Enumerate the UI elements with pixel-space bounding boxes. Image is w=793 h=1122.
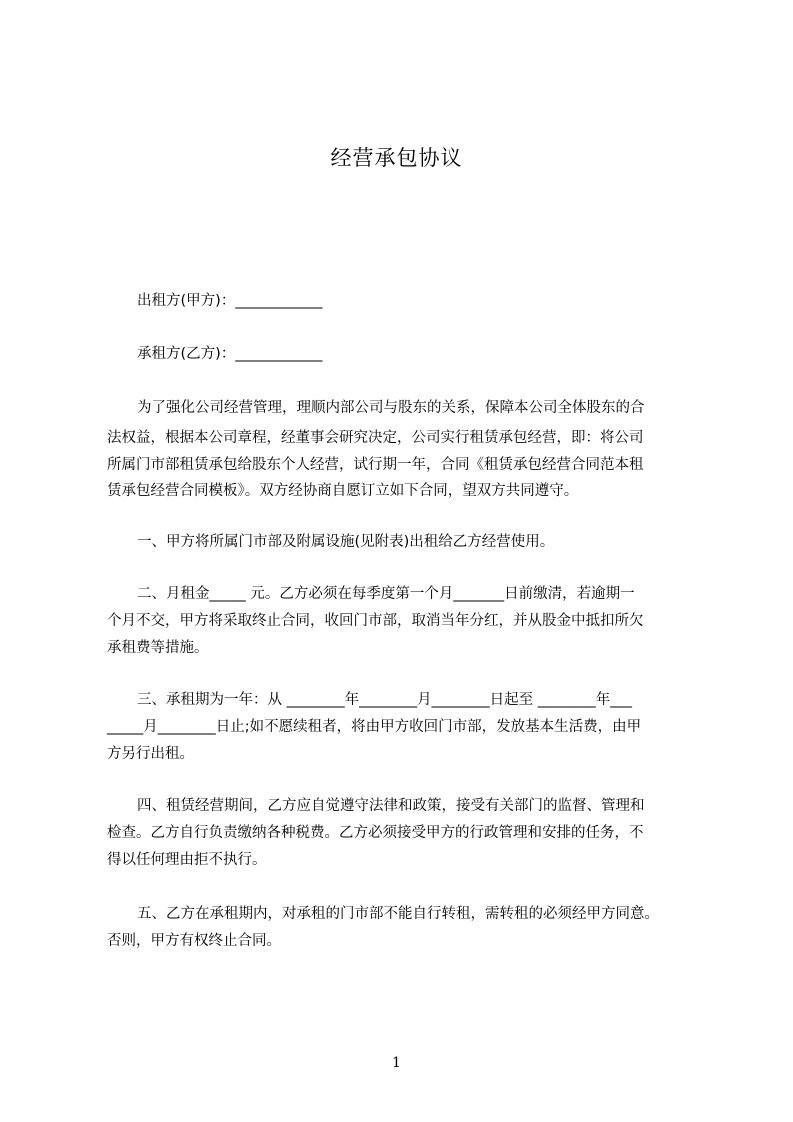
clause-4-line: 四、租赁经营期间，乙方应自觉遵守法律和政策，接受有关部门的监督、管理和: [137, 798, 645, 814]
document-title: 经营承包协议: [330, 146, 463, 170]
page-number: 1: [392, 1055, 401, 1071]
clause-3-line: _____月________日止;如不愿续租者，将由甲方收回门市部，发放基本生活费，由甲: [107, 719, 642, 735]
lessee-line: 承租方(乙方)：____________: [137, 346, 323, 362]
lessor-line: 出租方(甲方)：____________: [137, 293, 323, 309]
clause-3-line: 方另行出租。: [107, 746, 194, 762]
clause-2-line: 二、月租金_____ 元。乙方必须在每季度第一个月_______日前缴清，若逾期一: [137, 586, 635, 602]
clause-5-line: 否则，甲方有权终止合同。: [107, 933, 281, 949]
preamble-line: 赁承包经营合同模板》。双方经协商自愿订立如下合同，望双方共同遵守。: [107, 483, 579, 499]
preamble-line: 所属门市部租赁承包给股东个人经营，试行期一年，合同《租赁承包经营合同范本租: [107, 457, 644, 473]
clause-2-line: 承租费等措施。: [107, 640, 209, 656]
preamble-line: 为了强化公司经营管理，理顺内部公司与股东的关系，保障本公司全体股东的合: [137, 400, 645, 416]
clause-3-line: 三、承租期为一年：从 ________年________月________日起至 ________年___: [137, 692, 632, 708]
clause-4-line: 检查。乙方自行负责缴纳各种税费。乙方必须接受甲方的行政管理和安排的任务，不: [107, 825, 644, 841]
clause-2-line: 个月不交，甲方将采取终止合同，收回门市部，取消当年分红，并从股金中抵扣所欠: [107, 613, 644, 629]
clause-5-line: 五、乙方在承租期内，对承租的门市部不能自行转租，需转租的必须经甲方同意。: [137, 906, 659, 922]
clause-4-line: 得以任何理由拒不执行。: [107, 852, 267, 868]
clause-1-line: 一、甲方将所属门市部及附属设施(见附表)出租给乙方经营使用。: [137, 534, 555, 550]
preamble-line: 法权益，根据本公司章程，经董事会研究决定，公司实行租赁承包经营，即：将公司: [107, 430, 644, 446]
